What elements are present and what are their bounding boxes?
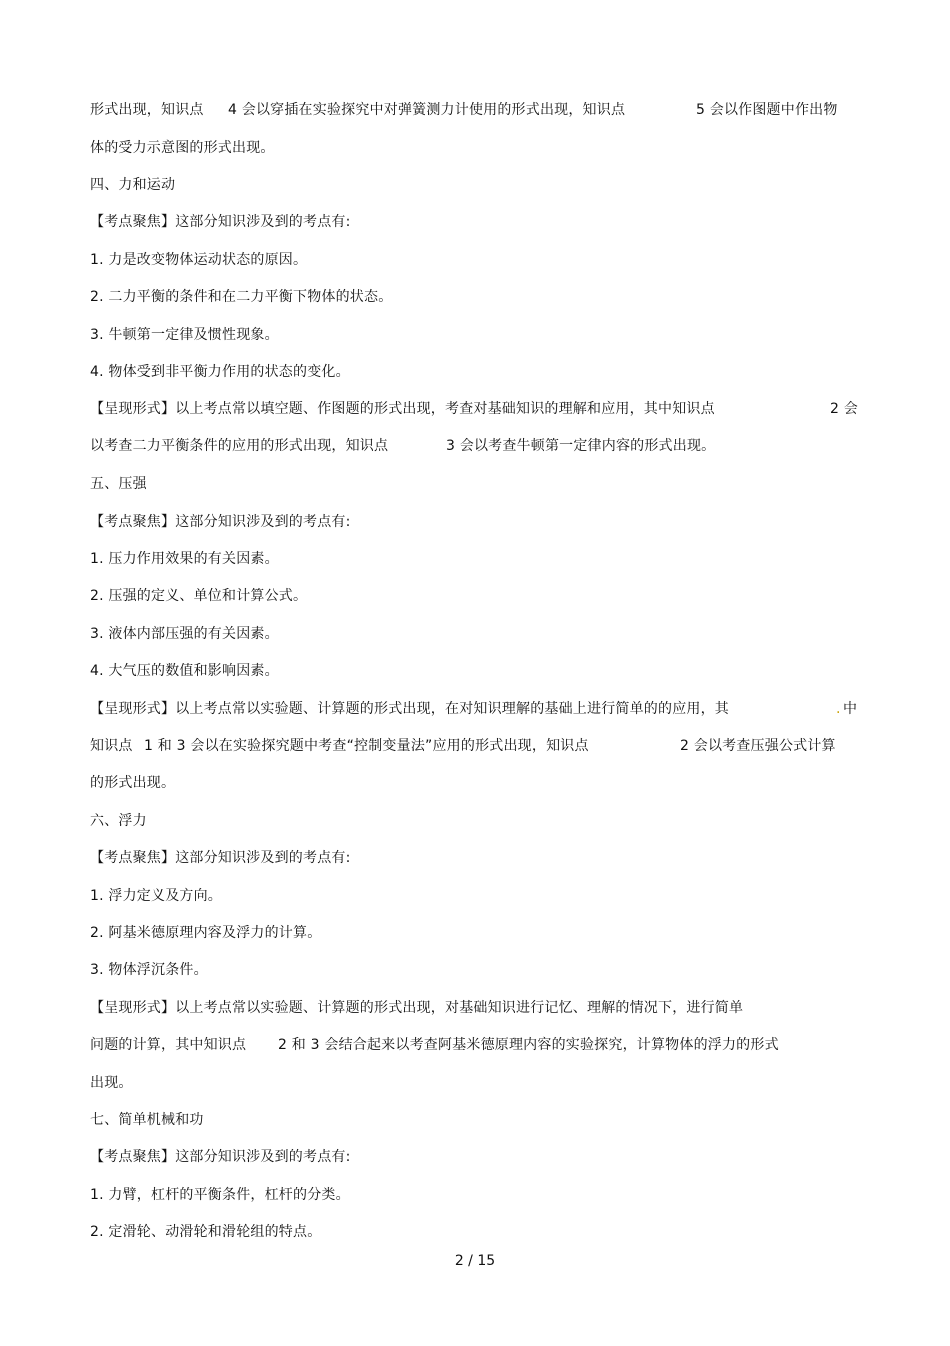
text-segment: 2. 定滑轮、动滑轮和滑轮组的特点。 [90,1224,322,1240]
text-segment: 1. 压力作用效果的有关因素。 [90,551,279,567]
heading-text: 六、浮力 [90,813,147,829]
text-segment: 2. 二力平衡的条件和在二力平衡下物体的状态。 [90,289,393,305]
text-segment: 3. 物体浮沉条件。 [90,962,208,978]
text-segment: 4. 大气压的数值和影响因素。 [90,663,279,679]
text-segment: 【考点聚焦】这部分知识涉及到的考点有: [90,850,351,866]
text-segment: 【考点聚焦】这部分知识涉及到的考点有: [90,514,351,530]
heading-text: 四、力和运动 [90,177,176,193]
text-segment: 1. 浮力定义及方向。 [90,888,223,904]
text-segment: 2 和 3 会结合起来以考查阿基米德原理内容的实验探究，计算物体的浮力的形式 [278,1037,779,1053]
text-segment: 3 会以考查牛顿第一定律内容的形式出现。 [446,438,716,454]
heading-text: 七、简单机械和功 [90,1112,204,1128]
page-number: 2 / 15 [454,1253,496,1269]
text-segment: 3. 液体内部压强的有关因素。 [90,626,279,642]
text-segment: 1 和 3 会以在实验探究题中考查“控制变量法”应用的形式出现，知识点 [144,738,589,754]
text-segment: 中 [843,701,858,717]
text-segment: 4. 物体受到非平衡力作用的状态的变化。 [90,364,350,380]
text-segment: 2. 压强的定义、单位和计算公式。 [90,588,308,604]
text-segment: 2 会 [830,401,858,417]
heading-text: 五、压强 [90,476,147,492]
text-segment: 【考点聚焦】这部分知识涉及到的考点有: [90,1149,351,1165]
text-segment: 以考查二力平衡条件的应用的形式出现，知识点 [90,438,389,454]
text-segment: 4 会以穿插在实验探究中对弹簧测力计使用的形式出现，知识点 [228,102,626,118]
text-segment: 体的受力示意图的形式出现。 [90,140,275,156]
text-segment: 2. 阿基米德原理内容及浮力的计算。 [90,925,322,941]
text-segment: 【呈现形式】以上考点常以实验题、计算题的形式出现，对基础知识进行记忆、理解的情况下，进行简单 [90,1000,744,1016]
text-segment: 1. 力臂，杠杆的平衡条件，杠杆的分类。 [90,1187,350,1203]
text-segment: 问题的计算，其中知识点 [90,1037,247,1053]
text-segment: 1. 力是改变物体运动状态的原因。 [90,252,308,268]
stray-mark: . [836,701,841,717]
text-segment: 出现。 [90,1075,133,1091]
text-segment: 【呈现形式】以上考点常以填空题、作图题的形式出现，考查对基础知识的理解和应用，其中知识点 [90,401,715,417]
text-segment: 【考点聚焦】这部分知识涉及到的考点有: [90,214,351,230]
text-segment: 形式出现，知识点 [90,102,204,118]
text-segment: 知识点 [90,738,133,754]
text-segment: 【呈现形式】以上考点常以实验题、计算题的形式出现，在对知识理解的基础上进行简单的的应用，其 [90,701,729,717]
text-segment: 的形式出现。 [90,775,176,791]
text-segment: 2 会以考查压强公式计算 [680,738,836,754]
text-segment: 5 会以作图题中作出物 [696,102,838,118]
text-segment: 3. 牛顿第一定律及惯性现象。 [90,327,279,343]
